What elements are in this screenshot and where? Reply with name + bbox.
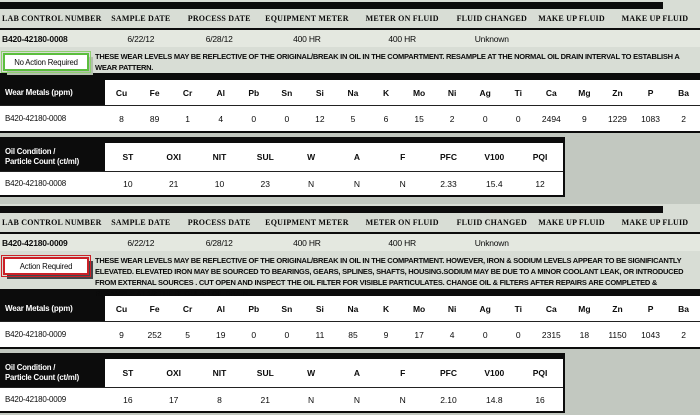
wm-col-sn: Sn	[281, 303, 293, 314]
equipment-meter: 400 HR	[293, 237, 321, 248]
wm-value-na: 5	[350, 113, 356, 124]
wm-col-ag: Ag	[479, 87, 491, 98]
wm-value-pb: 0	[251, 329, 257, 340]
oc-col-sul: SUL	[256, 152, 274, 162]
oil-condition-data-row	[0, 171, 563, 195]
oil-condition-label	[0, 143, 105, 171]
oil-condition-label	[0, 359, 105, 387]
wm-col-k: K	[382, 303, 390, 314]
report-header-row	[0, 9, 700, 30]
sample-date: 6/22/12	[127, 237, 155, 248]
analysis-comment-block	[0, 47, 700, 73]
column-header-sample-date: SAMPLE DATE	[111, 14, 171, 23]
wm-value-sn: 0	[284, 113, 290, 124]
oc-value-pfc: 2.33	[440, 178, 457, 189]
oc-col-pqi: PQI	[532, 368, 548, 378]
wm-value-ca: 2315	[541, 329, 561, 340]
oil-condition-header-row	[0, 359, 563, 387]
oc-col-st: ST	[122, 368, 134, 378]
meter-on-fluid: 400 HR	[388, 237, 416, 248]
sample-info-row	[0, 30, 700, 47]
oc-col-pfc: PFC	[439, 152, 457, 162]
oil-condition-label-line2: Particle Count (ct/ml)	[5, 373, 80, 382]
section-top-bar	[0, 2, 663, 9]
wm-col-ca: Ca	[545, 87, 557, 98]
oc-value-w: N	[308, 394, 315, 405]
column-header-fluid-changed: FLUID CHANGED	[456, 218, 527, 227]
wm-col-ca: Ca	[545, 303, 557, 314]
wm-col-pb: Pb	[248, 87, 260, 98]
wm-value-ti: 0	[515, 113, 521, 124]
fluid-changed: Unknown	[474, 237, 509, 248]
column-header-make-up-fluid-2: MAKE UP FLUID	[621, 14, 689, 23]
analysis-comment: THESE WEAR LEVELS MAY BE REFLECTIVE OF THE ORIGINAL/BREAK IN OIL IN THE COMPARTMENT. RESAMPLE AT THE NORMAL OIL DRAIN INTERVAL TO ESTABLISH A WEAR PATTERN.	[95, 52, 680, 72]
action-status-label: No Action Required	[14, 57, 78, 67]
oc-col-sul: SUL	[256, 368, 274, 378]
wear-metals-table	[0, 296, 700, 349]
wm-col-mo: Mo	[412, 303, 426, 314]
wm-value-zn: 1150	[608, 329, 627, 340]
oil-condition-label-line2: Particle Count (ct/ml)	[5, 157, 80, 166]
oc-value-a: N	[353, 394, 360, 405]
wm-value-ag: 0	[482, 329, 488, 340]
row-lab-control-number: B420-42180-0008	[5, 179, 67, 188]
wear-metals-header-row	[0, 296, 700, 321]
row-lab-control-number: B420-42180-0009	[5, 395, 67, 404]
column-header-lab-control-number: LAB CONTROL NUMBER	[2, 218, 102, 227]
wear-metals-table	[0, 80, 700, 133]
oil-condition-table	[0, 143, 565, 197]
oc-value-oxi: 21	[168, 178, 179, 189]
oc-col-w: W	[307, 368, 316, 378]
wm-value-p: 1043	[641, 329, 660, 340]
wm-value-mg: 18	[579, 329, 590, 340]
wm-value-pb: 0	[251, 113, 257, 124]
oc-col-a: A	[353, 368, 360, 378]
wear-metals-data-row	[0, 105, 700, 131]
sample-info-row	[0, 234, 700, 251]
table-top-bar	[0, 73, 700, 80]
row-lab-control-number: B420-42180-0009	[5, 330, 67, 339]
wm-value-zn: 1229	[608, 113, 627, 124]
wm-col-p: P	[647, 87, 654, 98]
column-header-lab-control-number: LAB CONTROL NUMBER	[2, 14, 102, 23]
wm-value-fe: 89	[149, 113, 160, 124]
wm-col-fe: Fe	[149, 87, 160, 98]
fluid-changed: Unknown	[474, 33, 509, 44]
wm-value-ba: 2	[681, 113, 686, 124]
wm-col-ti: Ti	[514, 87, 522, 98]
oc-value-f: N	[399, 178, 406, 189]
wm-value-ti: 0	[515, 329, 521, 340]
wear-metals-label: Wear Metals (ppm)	[0, 296, 105, 321]
oil-condition-table	[0, 359, 565, 413]
wm-value-si: 12	[315, 113, 325, 124]
wm-value-cr: 5	[185, 329, 191, 340]
wm-col-ba: Ba	[678, 303, 690, 314]
wm-col-mo: Mo	[412, 87, 426, 98]
column-header-fluid-changed: FLUID CHANGED	[456, 14, 527, 23]
analysis-comment-block	[0, 251, 700, 298]
action-status-badge	[3, 257, 89, 275]
meter-on-fluid: 400 HR	[388, 33, 416, 44]
oc-value-st: 16	[123, 394, 133, 405]
wm-col-p: P	[647, 303, 654, 314]
column-header-make-up-fluid: MAKE UP FLUID	[538, 218, 605, 227]
wm-value-si: 11	[315, 329, 325, 340]
action-status-label: Action Required	[19, 261, 73, 271]
oc-value-v100: 14.8	[486, 394, 503, 405]
wm-value-ba: 2	[681, 329, 686, 340]
wm-value-ni: 2	[449, 113, 455, 124]
wm-value-k: 9	[383, 329, 389, 340]
column-header-sample-date: SAMPLE DATE	[111, 218, 171, 227]
wm-value-cu: 8	[119, 113, 124, 124]
oc-value-oxi: 17	[168, 394, 179, 405]
wm-value-cr: 1	[185, 113, 191, 124]
wm-col-al: Al	[216, 303, 225, 314]
sample-date: 6/22/12	[127, 33, 155, 44]
wm-col-na: Na	[347, 87, 359, 98]
oc-col-nit: NIT	[212, 152, 227, 162]
section-bar-wrap	[0, 0, 700, 9]
oc-value-st: 10	[123, 178, 133, 189]
wm-col-ag: Ag	[479, 303, 491, 314]
wm-value-al: 19	[215, 329, 226, 340]
column-header-make-up-fluid: MAKE UP FLUID	[538, 14, 605, 23]
oil-condition-header-row	[0, 143, 563, 171]
wm-value-p: 1083	[641, 113, 660, 124]
oc-value-pqi: 16	[535, 394, 545, 405]
wm-col-mg: Mg	[578, 87, 591, 98]
oc-col-f: F	[400, 152, 406, 162]
sample-section-0009	[0, 204, 700, 413]
oc-value-pqi: 12	[535, 178, 545, 189]
wm-col-k: K	[382, 87, 390, 98]
oc-value-nit: 10	[214, 178, 225, 189]
wm-value-mo: 15	[414, 113, 424, 124]
wm-col-fe: Fe	[149, 303, 160, 314]
oc-col-a: A	[353, 152, 360, 162]
oc-col-nit: NIT	[212, 368, 227, 378]
wm-value-mg: 9	[582, 113, 587, 124]
wm-col-mg: Mg	[578, 303, 591, 314]
section-top-bar	[0, 206, 663, 213]
column-header-equipment-meter: EQUIPMENT METER	[265, 218, 349, 227]
wm-col-ni: Ni	[447, 303, 457, 314]
wm-col-zn: Zn	[612, 87, 623, 98]
lab-control-number: B420-42180-0008	[2, 33, 68, 44]
wm-value-sn: 0	[284, 329, 290, 340]
wm-col-sn: Sn	[281, 87, 293, 98]
wm-col-cu: Cu	[115, 303, 128, 314]
column-header-meter-on-fluid: METER ON FLUID	[365, 14, 439, 23]
wm-col-pb: Pb	[248, 303, 260, 314]
report-header-row	[0, 213, 700, 234]
oc-col-pfc: PFC	[439, 368, 457, 378]
oc-col-w: W	[307, 152, 316, 162]
wear-metals-label: Wear Metals (ppm)	[0, 80, 105, 105]
column-header-process-date: PROCESS DATE	[187, 218, 251, 227]
oil-condition-label-line1: Oil Condition /	[5, 147, 56, 156]
oc-value-v100: 15.4	[486, 178, 503, 189]
wm-col-ni: Ni	[447, 87, 457, 98]
process-date: 6/28/12	[205, 237, 233, 248]
oc-value-w: N	[308, 178, 315, 189]
wm-value-mo: 17	[414, 329, 424, 340]
wm-value-k: 6	[383, 113, 389, 124]
wm-col-zn: Zn	[612, 303, 623, 314]
oc-value-sul: 21	[260, 394, 271, 405]
sample-section-0008	[0, 0, 700, 197]
wm-col-si: Si	[315, 303, 324, 314]
oc-col-v100: V100	[484, 152, 505, 162]
section-bar-wrap	[0, 204, 700, 213]
wm-value-na: 85	[348, 329, 358, 340]
wm-col-al: Al	[216, 87, 225, 98]
oil-condition-data-row	[0, 387, 563, 411]
oc-value-f: N	[399, 394, 406, 405]
oil-condition-label-line1: Oil Condition /	[5, 363, 56, 372]
process-date: 6/28/12	[205, 33, 233, 44]
wm-col-ba: Ba	[678, 87, 690, 98]
oc-col-f: F	[400, 368, 406, 378]
wm-col-si: Si	[315, 87, 324, 98]
oc-value-pfc: 2.10	[440, 394, 457, 405]
oc-col-pqi: PQI	[532, 152, 548, 162]
wm-col-ti: Ti	[514, 303, 522, 314]
equipment-meter: 400 HR	[293, 33, 321, 44]
oc-col-v100: V100	[484, 368, 505, 378]
row-lab-control-number: B420-42180-0008	[5, 114, 67, 123]
action-status-badge	[3, 53, 89, 71]
wm-value-fe: 252	[147, 329, 162, 340]
lab-control-number: B420-42180-0009	[2, 237, 68, 248]
wm-col-cu: Cu	[115, 87, 128, 98]
oc-value-nit: 8	[217, 394, 222, 405]
wm-value-al: 4	[218, 113, 224, 124]
oc-col-oxi: OXI	[166, 152, 182, 162]
column-header-meter-on-fluid: METER ON FLUID	[365, 218, 439, 227]
wm-col-cr: Cr	[182, 87, 193, 98]
column-header-process-date: PROCESS DATE	[187, 14, 251, 23]
wm-value-ca: 2494	[541, 113, 561, 124]
oc-col-oxi: OXI	[166, 368, 182, 378]
wm-value-ag: 0	[482, 113, 488, 124]
analysis-comment: THESE WEAR LEVELS MAY BE REFLECTIVE OF THE ORIGINAL/BREAK IN OIL IN THE COMPARTMENT. HOWEVER, IRON & SODIUM LEVELS APPEAR TO BE SIGNIFICANTLY ELEVATED. ELEVATED IRON MAY BE SOURCED TO BEARINGS, GEARS, SPLINES, SHAFTS, HOUSING.SODIUM MAY BE DUE TO A MINOR COOLANT LEAK, OR INTRODUCED FROM EXTERNAL SOURCES . CUT OPEN AND INSPECT THE OIL FILTER FOR VISIBLE PARTICULATES. CHANGE OIL & FILTERS AFTER REPAIRS ARE COMPLETED & RESAMPLE AT 1/2 THE REGULAR OIL DRAIN.	[95, 256, 684, 298]
wm-col-na: Na	[347, 303, 359, 314]
wear-metals-data-row	[0, 321, 700, 347]
oc-col-st: ST	[122, 152, 134, 162]
column-header-make-up-fluid-2: MAKE UP FLUID	[621, 218, 689, 227]
oc-value-a: N	[353, 178, 360, 189]
wear-metals-header-row	[0, 80, 700, 105]
wm-value-cu: 9	[119, 329, 124, 340]
column-header-equipment-meter: EQUIPMENT METER	[265, 14, 349, 23]
oc-value-sul: 23	[260, 178, 271, 189]
wm-col-cr: Cr	[182, 303, 193, 314]
wm-value-ni: 4	[449, 329, 455, 340]
